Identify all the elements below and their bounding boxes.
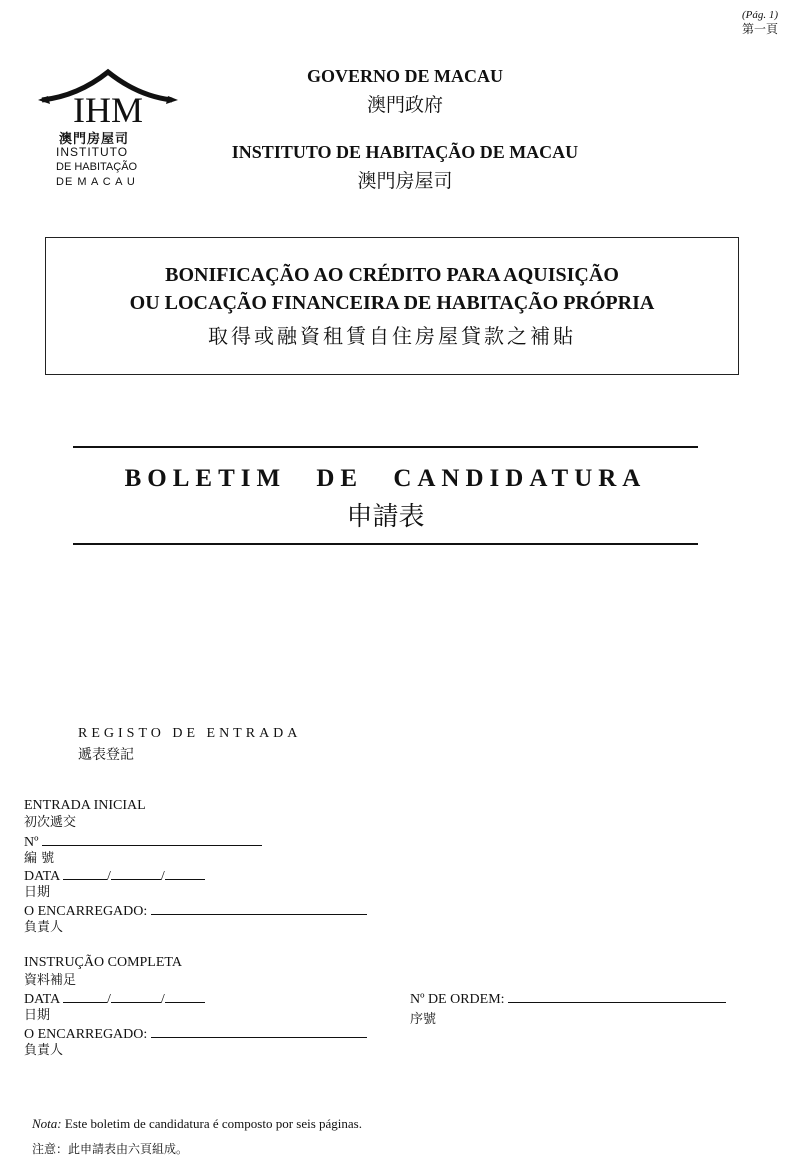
registo-heading: REGISTO DE ENTRADA bbox=[78, 726, 302, 741]
date-separator: / bbox=[106, 869, 111, 884]
subject-line-2: OU LOCAÇÃO FINANCEIRA DE HABITAÇÃO PRÓPRIA bbox=[129, 292, 655, 314]
instrucao-encarregado-field[interactable] bbox=[151, 1025, 367, 1038]
ordem-field[interactable] bbox=[508, 990, 726, 1003]
logo-cn: 澳門房屋司 bbox=[59, 132, 130, 147]
entrada-encarregado-label: O ENCARREGADO: bbox=[24, 904, 148, 919]
entrada-encarregado-field[interactable] bbox=[151, 902, 367, 915]
ihm-logo bbox=[38, 66, 178, 196]
instrucao-encarregado-cn: 負責人 bbox=[24, 1043, 64, 1058]
date-separator: / bbox=[160, 992, 165, 1007]
page-reference bbox=[742, 8, 778, 36]
registo-heading-cn: 遞表登記 bbox=[78, 747, 134, 763]
entrada-number-cn: 編 號 bbox=[24, 851, 55, 866]
instrucao-title-cn: 資料補足 bbox=[24, 973, 77, 988]
instrucao-encarregado-row bbox=[24, 1025, 367, 1043]
entrada-date-month-field[interactable] bbox=[111, 867, 161, 880]
ordem-cn: 序號 bbox=[410, 1012, 437, 1027]
form-title: BOLETIM DE CANDIDATURA bbox=[124, 465, 647, 492]
title-rule-top bbox=[73, 446, 698, 448]
entrada-number-field[interactable] bbox=[42, 833, 262, 846]
nota-label: Nota: bbox=[32, 1116, 62, 1131]
government-title-cn: 澳門政府 bbox=[366, 94, 443, 116]
title-rule-bottom bbox=[73, 543, 698, 545]
entrada-date-cn: 日期 bbox=[24, 885, 51, 900]
instrucao-date-row bbox=[24, 990, 205, 1008]
entrada-title-cn: 初次遞交 bbox=[24, 815, 77, 830]
nota bbox=[32, 1116, 362, 1132]
instrucao-date-cn: 日期 bbox=[24, 1008, 51, 1023]
subject-cn: 取得或融資租賃自住房屋貸款之補貼 bbox=[208, 324, 576, 348]
logo-line-1: INSTITUTO bbox=[56, 145, 129, 159]
instrucao-title: INSTRUÇÃO COMPLETA bbox=[24, 955, 182, 970]
page-number-cn: 第一頁 bbox=[741, 22, 778, 36]
date-separator: / bbox=[106, 992, 111, 1007]
page-number-pt: (Pág. 1) bbox=[741, 9, 778, 21]
entrada-number-label: Nº bbox=[24, 835, 39, 850]
entrada-date-row bbox=[24, 867, 205, 885]
instrucao-date-year-field[interactable] bbox=[165, 990, 205, 1003]
entrada-title: ENTRADA INICIAL bbox=[24, 798, 146, 813]
nota-text: Este boletim de candidatura é composto por seis páginas. bbox=[61, 1116, 362, 1131]
logo-line-2: DE HABITAÇÃO bbox=[56, 161, 138, 173]
instrucao-date-day-field[interactable] bbox=[63, 990, 107, 1003]
nota-cn: 注意：此申請表由六頁組成。 bbox=[32, 1142, 189, 1156]
government-title: GOVERNO DE MACAU bbox=[307, 66, 503, 86]
entrada-date-year-field[interactable] bbox=[165, 867, 205, 880]
date-separator: / bbox=[160, 869, 165, 884]
subject-box bbox=[45, 237, 739, 375]
ihm-roof-mark-icon bbox=[38, 66, 178, 126]
institute-title: INSTITUTO DE HABITAÇÃO DE MACAU bbox=[231, 142, 579, 162]
institute-title-cn: 澳門房屋司 bbox=[357, 170, 453, 192]
entrada-number-row bbox=[24, 833, 262, 851]
entrada-date-day-field[interactable] bbox=[63, 867, 107, 880]
instrucao-encarregado-label: O ENCARREGADO: bbox=[24, 1027, 148, 1042]
instrucao-date-month-field[interactable] bbox=[111, 990, 161, 1003]
entrada-encarregado-cn: 負責人 bbox=[24, 920, 64, 935]
entrada-encarregado-row bbox=[24, 902, 367, 920]
logo-mark-text: IHM bbox=[73, 90, 143, 126]
entrada-date-label: DATA bbox=[24, 869, 60, 884]
logo-line-3: DE M A C A U bbox=[56, 176, 136, 188]
instrucao-date-label: DATA bbox=[24, 992, 60, 1007]
form-title-cn: 申請表 bbox=[346, 502, 425, 532]
ordem-row bbox=[410, 990, 726, 1008]
ordem-label: Nº DE ORDEM: bbox=[410, 992, 505, 1007]
subject-line-1: BONIFICAÇÃO AO CRÉDITO PARA AQUISIÇÃO bbox=[165, 264, 619, 286]
